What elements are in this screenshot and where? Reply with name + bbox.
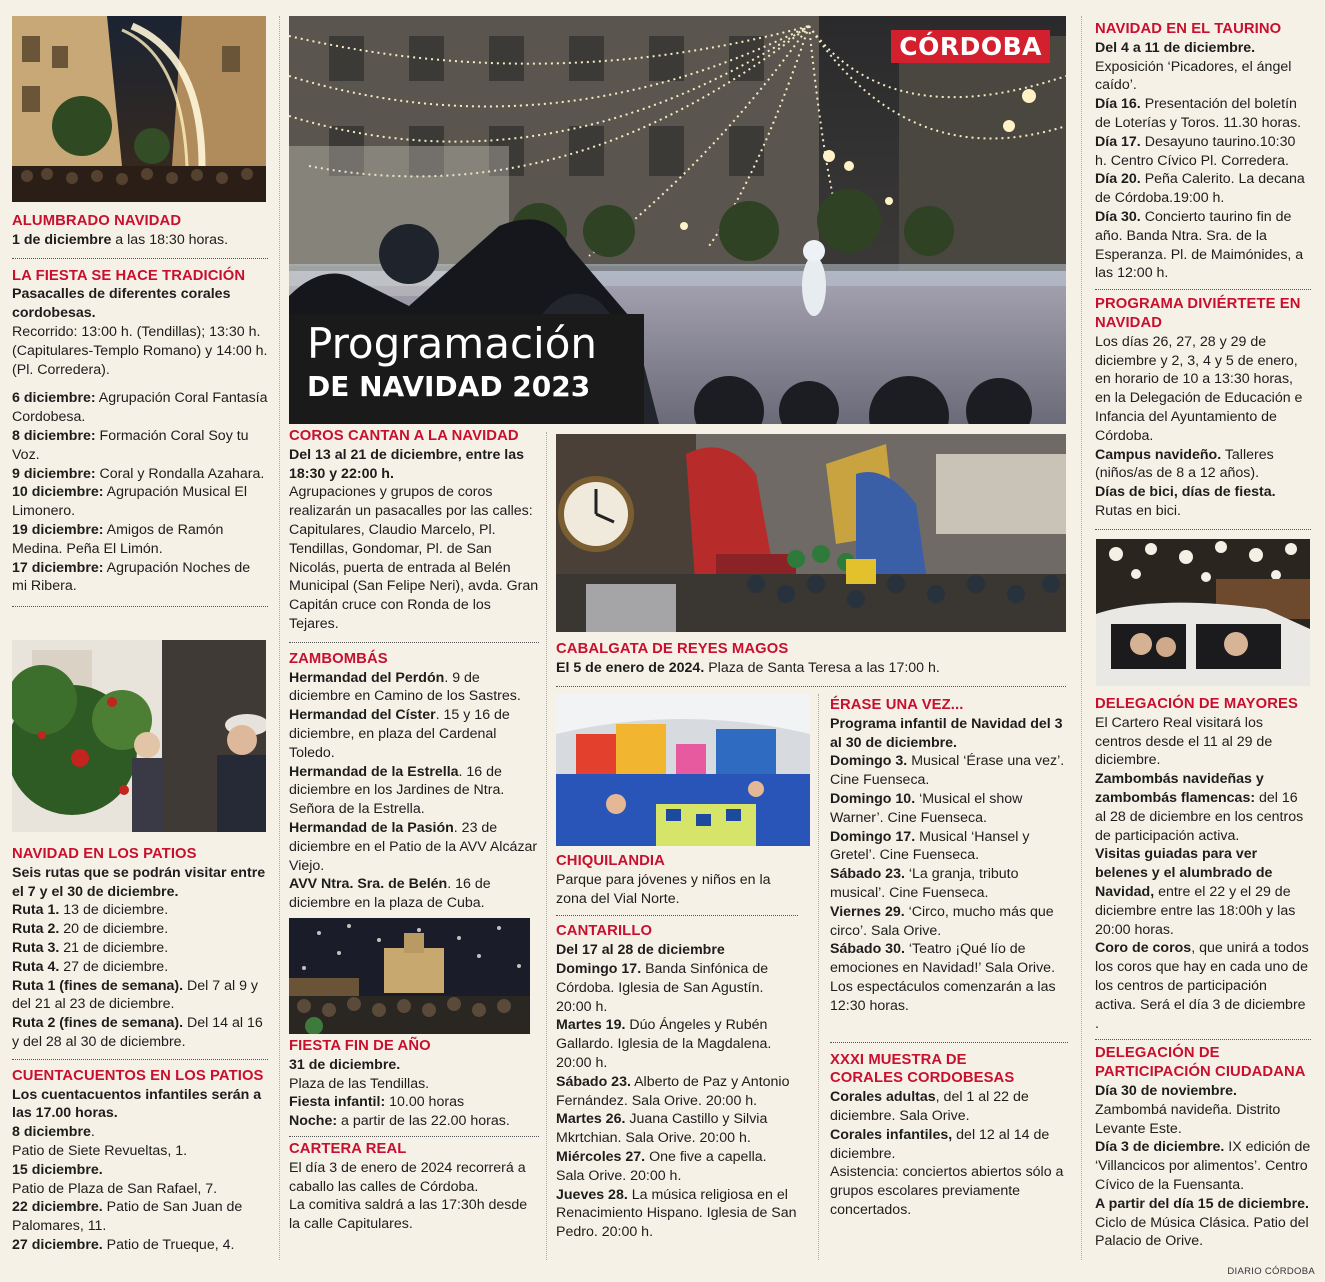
divider: [12, 1059, 268, 1060]
cantarillo-lead: Del 17 al 28 de diciembre: [556, 942, 725, 959]
list-item: Ruta 1. 13 de diciembre.: [12, 902, 169, 919]
column-divider: [279, 16, 280, 1260]
mayores-text: El Cartero Real visitará los centros desde el 11 al 29 de diciembre.: [1095, 714, 1273, 769]
cuentacuentos-lead: Los cuentacuentos infantiles serán a las 17.00 horas.: [12, 1086, 262, 1122]
divider: [556, 915, 798, 916]
coros-lead: Del 13 al 21 de diciembre, entre las 18:30 y 22:00 h.: [289, 446, 525, 482]
muestra-section: [830, 1051, 1068, 1220]
list-item: Noche: a partir de las 22.00 horas.: [289, 1113, 510, 1130]
taurino-section: [1095, 20, 1311, 283]
list-item: Corales adultas, del 1 al 22 de diciembre. Sala Orive.: [830, 1089, 1029, 1124]
column-4: [830, 696, 1068, 1220]
list-item: Corales infantiles, del 12 al 14 de diciembre.: [830, 1126, 1050, 1162]
cuentacuentos-section: [12, 1067, 268, 1255]
list-item: Fiesta infantil: 10.00 horas: [289, 1094, 465, 1111]
cartera-title: CARTERA REAL: [289, 1140, 407, 1157]
cantarillo-title: CANTARILLO: [556, 923, 653, 940]
list-item: Martes 19. Dúo Ángeles y Rubén Gallardo. Iglesia de la Magdalena. 20:00 h.: [556, 1017, 772, 1071]
muestra-title: XXXI MUESTRA DE CORALES CORDOBESAS: [830, 1051, 1015, 1087]
column-3: [556, 852, 798, 1242]
finano-title: FIESTA FIN DE AÑO: [289, 1038, 431, 1054]
chiquilandia-text: Parque para jóvenes y niños en la zona del Vial Norte.: [556, 871, 771, 907]
list-item: Hermandad de la Estrella. 16 de diciembre en los Jardines de Ntra. Señora de la Estrella.: [289, 763, 505, 818]
divider: [1095, 1039, 1311, 1040]
list-item: Ruta 2 (fines de semana). Del 14 al 16 y del 28 al 30 de diciembre.: [12, 1015, 263, 1050]
cartera-text2: La comitiva saldrá a las 17:30h desde la calle Capitulares.: [289, 1197, 528, 1233]
hero-title-light: Programación: [307, 319, 598, 368]
fiesta-title: LA FIESTA SE HACE TRADICIÓN: [12, 267, 246, 284]
alumbrado-text: a las 18:30 horas.: [111, 231, 229, 248]
list-item: 27 diciembre. Patio de Trueque, 4.: [12, 1236, 235, 1253]
list-item: Domingo 17. Banda Sinfónica de Córdoba. Iglesia de San Agustín. 20:00 h.: [556, 960, 769, 1015]
zambombas-section: [289, 650, 539, 913]
list-item: Viernes 29. ‘Circo, mucho más que circo’. Sala Orive.: [830, 903, 1054, 939]
alumbrado-section: [12, 212, 268, 250]
list-item: Coro de coros, que unirá a todos los coros que hay en cada uno de los centros de participación activa. Será el día 3 de diciembre .: [1095, 940, 1309, 1032]
cabalgata-section: [556, 640, 1066, 687]
fiesta-text: Recorrido: 13:00 h. (Tendillas); 13:30 h. (Capitulares-Templo Romano) y 14:00 h. (Pl. Corredera).: [12, 323, 268, 378]
list-item: Ruta 2. 20 de diciembre.: [12, 921, 169, 938]
list-item: Patio de Siete Revueltas, 1.: [12, 1142, 188, 1159]
list-item: Domingo 17. Musical ‘Hansel y Gretel’. Cine Fuenseca.: [830, 828, 1030, 864]
divider: [556, 686, 1066, 687]
list-item: AVV Ntra. Sra. de Belén. 16 de diciembre en la plaza de Cuba.: [289, 876, 491, 912]
list-item: Hermandad de la Pasión. 23 de diciembre en el Patio de la AVV Alcázar Viejo.: [289, 819, 538, 874]
footer-credit: DIARIO CÓRDOBA: [1227, 1266, 1315, 1277]
column-divider: [546, 432, 547, 1260]
list-item: 17 diciembre: Agrupación Noches de mi Ribera.: [12, 559, 251, 595]
cuentacuentos-title: CUENTACUENTOS EN LOS PATIOS: [12, 1067, 264, 1084]
taurino-text: Exposición ‘Picadores, el ángel caído’.: [1095, 58, 1292, 94]
muestra-text: Asistencia: conciertos abiertos sólo a grupos escolares previamente concertados.: [830, 1164, 1064, 1218]
list-item: 8 diciembre: Formación Coral Soy tu Voz.: [12, 427, 249, 463]
list-item: Sábado 23. ‘La granja, tributo musical’. Cine Fuenseca.: [830, 866, 1019, 901]
list-item: 15 diciembre.: [12, 1161, 103, 1178]
erase-lead: Programa infantil de Navidad del 3 al 30 de diciembre.: [830, 715, 1063, 751]
finano-section: [289, 1037, 539, 1131]
list-item: Día 30 de noviembre.: [1095, 1082, 1237, 1099]
list-item: 10 diciembre: Agrupación Musical El Limonero.: [12, 484, 248, 520]
list-item: 22 diciembre. Patio de San Juan de Palomares, 11.: [12, 1199, 243, 1235]
list-item: Hermandad del Císter. 15 y 16 de diciembre, en plaza del Cardenal Toledo.: [289, 707, 510, 761]
divider: [1095, 289, 1311, 290]
alumbrado-title: ALUMBRADO NAVIDAD: [12, 213, 182, 229]
hero-photo: [289, 16, 1066, 424]
list-item: Día 3 de diciembre. IX edición de ‘Villancicos por alimentos’. Centro Cívico de la Fuensanta.: [1095, 1139, 1311, 1193]
coros-section: [289, 427, 539, 634]
list-item: Zambombás navideñas y zambombás flamencas: del 16 al 28 de diciembre en los centros de participación activa.: [1095, 771, 1304, 844]
column-2: [289, 427, 539, 913]
erase-title: ÉRASE UNA VEZ...: [830, 697, 964, 713]
list-item: Hermandad del Perdón. 9 de diciembre en Camino de los Sastres.: [289, 669, 521, 705]
cartera-section: [289, 1140, 539, 1234]
column-5: [1095, 20, 1311, 530]
zambombas-title: ZAMBOMBÁS: [289, 650, 388, 667]
diviertete-text: Los días 26, 27, 28 y 29 de diciembre y 2, 3, 4 y 5 de enero, en horario de 10 a 13:30 horas, en la Delegación de Educación e Infancia del Ayuntamiento de Córdoba.: [1095, 333, 1303, 444]
taurino-lead: Del 4 a 11 de diciembre.: [1095, 39, 1256, 56]
divider: [289, 642, 539, 643]
column-2-lower: [289, 1037, 539, 1234]
list-item: Día 20. Peña Calerito. La decana de Córdoba.19:00 h.: [1095, 171, 1305, 207]
list-item: 19 diciembre: Amigos de Ramón Medina. Peña El Limón.: [12, 521, 224, 557]
patios-title: NAVIDAD EN LOS PATIOS: [12, 846, 197, 862]
column-1: [12, 212, 268, 607]
divider: [12, 258, 268, 259]
divider: [289, 1136, 539, 1137]
divider: [830, 1042, 1068, 1043]
hero-title-bold: DE NAVIDAD 2023: [307, 370, 591, 403]
list-item: Ruta 3. 21 de diciembre.: [12, 939, 169, 956]
list-item: Día 30. Concierto taurino fin de año. Banda Ntra. Sra. de la Esperanza. Pl. de Maimónides, a las 12:00 h.: [1095, 208, 1304, 282]
list-item: Día 16. Presentación del boletín de Loterías y Toros. 11.30 horas.: [1095, 96, 1302, 131]
coros-title: COROS CANTAN A LA NAVIDAD: [289, 428, 519, 444]
photo-car-lights: [1096, 539, 1310, 686]
diviertete-section: [1095, 295, 1311, 521]
fiesta-section: [12, 267, 268, 597]
participacion-title: DELEGACIÓN DE PARTICIPACIÓN CIUDADANA: [1095, 1045, 1306, 1081]
list-item: Ciclo de Música Clásica. Patio del Palacio de Orive.: [1095, 1214, 1309, 1250]
column-5-lower: [1095, 695, 1311, 1251]
list-item: Domingo 10. ‘Musical el show Warner’. Cine Fuenseca.: [830, 790, 1023, 826]
divider: [12, 606, 268, 607]
diviertete-title: PROGRAMA DIVIÉRTETE EN NAVIDAD: [1095, 296, 1301, 331]
list-item: 8 diciembre.: [12, 1124, 95, 1141]
column-divider: [818, 694, 819, 1260]
list-item: Sábado 23. Alberto de Paz y Antonio Fernández. Sala Orive. 20:00 h.: [556, 1073, 790, 1109]
fiesta-lead: Pasacalles de diferentes corales cordobesas.: [12, 286, 231, 322]
erase-section: [830, 696, 1068, 1016]
list-item: Día 17. Desayuno taurino.10:30 h. Centro Cívico Pl. Corredera.: [1095, 133, 1296, 169]
patios-lead: Seis rutas que se podrán visitar entre el 7 y el 30 de diciembre.: [12, 864, 266, 900]
list-item: Jueves 28. La música religiosa en el Renacimiento Hispano. Iglesia de San Pedro. 20:00 h.: [556, 1186, 797, 1241]
divider: [1095, 529, 1311, 530]
list-item: Domingo 3. Musical ‘Érase una vez’. Cine Fuenseca.: [830, 753, 1065, 789]
photo-patio: [12, 640, 266, 832]
column-divider: [1081, 16, 1082, 1260]
cartera-text1: El día 3 de enero de 2024 recorrerá a caballo las calles de Córdoba.: [289, 1159, 526, 1195]
list-item: Ruta 4. 27 de diciembre.: [12, 958, 169, 975]
participacion-section: [1095, 1044, 1311, 1251]
photo-cabalgata: [556, 434, 1066, 632]
list-item: Sábado 30. ‘Teatro ¡Qué lío de emociones en Navidad!’ Sala Orive.: [830, 941, 1056, 977]
finano-lead: 31 de diciembre.: [289, 1056, 401, 1073]
alumbrado-date: 1 de diciembre: [12, 231, 112, 248]
list-item: 9 diciembre: Coral y Rondalla Azahara.: [12, 465, 265, 482]
list-item: Patio de Plaza de San Rafael, 7.: [12, 1180, 218, 1197]
photo-chiquilandia: [556, 694, 810, 846]
photo-new-year: [289, 918, 530, 1034]
photo-street-lights: [12, 16, 266, 202]
column-1-lower: [12, 845, 268, 1255]
chiquilandia-section: [556, 852, 798, 908]
cantarillo-section: [556, 922, 798, 1242]
finano-text: Plaza de las Tendillas.: [289, 1075, 430, 1092]
list-item: Martes 26. Juana Castillo y Silvia Mkrtchian. Sala Orive. 20:00 h.: [556, 1111, 768, 1147]
hero-logo: CÓRDOBA: [891, 30, 1050, 63]
coros-text: Agrupaciones y grupos de coros realizarán un pasacalles por las calles: Capitulares, Claudio Marcelo, Pl. Tendillas, Gondomar, Pl. de San Nicolás, puerta de entrada al Belén Municipal (San Felipe Neri), avda. Gran Capitán cruce con Ronda de los Tejares.: [289, 484, 539, 632]
list-item: Campus navideño. Talleres (niños/as de 8 a 12 años).: [1095, 446, 1274, 482]
erase-text: Los espectáculos comenzarán a las 12:30 horas.: [830, 978, 1056, 1014]
list-item: Visitas guiadas para ver belenes y el alumbrado de Navidad, entre el 22 y el 29 de diciembre entre las 18:00h y las 20:00 horas.: [1095, 846, 1296, 938]
list-item: 6 diciembre: Agrupación Coral Fantasía Cordobesa.: [12, 390, 268, 426]
list-item: Miércoles 27. One five a capella. Sala Orive. 20:00 h.: [556, 1148, 767, 1184]
list-item: Zambombá navideña. Distrito Levante Este.: [1095, 1101, 1281, 1137]
diviertete-tail: Rutas en bici.: [1095, 502, 1181, 519]
list-item: Días de bici, días de fiesta.: [1095, 484, 1276, 501]
patios-section: [12, 845, 268, 1052]
cabalgata-text: Plaza de Santa Teresa a las 17:00 h.: [704, 659, 940, 676]
taurino-title: NAVIDAD EN EL TAURINO: [1095, 21, 1282, 37]
list-item: Ruta 1 (fines de semana). Del 7 al 9 y del 21 al 23 de diciembre.: [12, 977, 259, 1013]
mayores-section: [1095, 695, 1311, 1033]
mayores-title: DELEGACIÓN DE MAYORES: [1095, 696, 1298, 712]
cabalgata-lead: El 5 de enero de 2024.: [556, 659, 705, 676]
hero-title: [289, 314, 644, 424]
chiquilandia-title: CHIQUILANDIA: [556, 853, 665, 869]
cabalgata-title: CABALGATA DE REYES MAGOS: [556, 641, 789, 657]
list-item: A partir del día 15 de diciembre.: [1095, 1195, 1309, 1212]
